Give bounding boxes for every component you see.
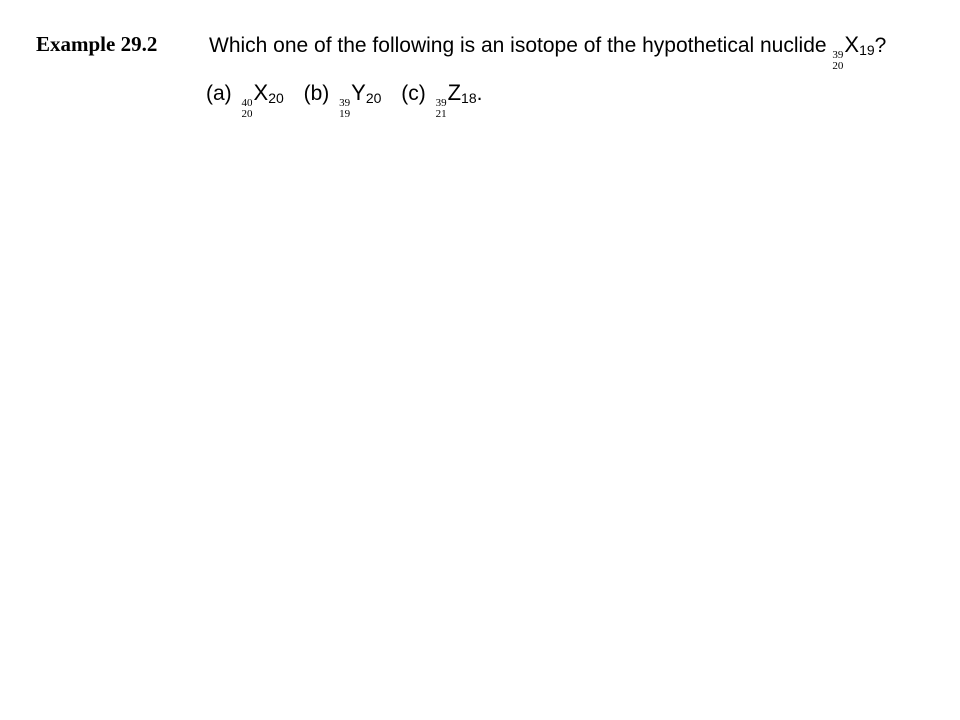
question-mark: ? — [874, 34, 887, 57]
choice-a-atomic-number: 20 — [241, 108, 253, 120]
choice-c-mass-number: 39 — [435, 97, 447, 109]
choice-b-mass-number: 39 — [339, 97, 351, 109]
choice-c-atomic-number: 21 — [435, 108, 447, 120]
choice-b-symbol: Y — [351, 80, 366, 105]
question-nuclide — [832, 32, 874, 72]
choice-a-label: (a) — [206, 82, 232, 105]
example-label: Example 29.2 — [36, 32, 158, 56]
choice-b-label: (b) — [303, 82, 330, 105]
choice-a-mass-number: 40 — [241, 97, 253, 109]
choice-c-nuclide — [436, 80, 477, 120]
question-neutron-number: 19 — [859, 42, 875, 58]
question-text-line — [209, 32, 886, 72]
choice-a-neutron-number: 20 — [268, 90, 284, 106]
answers-period: . — [476, 82, 483, 105]
choice-c-neutron-number: 18 — [461, 90, 477, 106]
answer-choices — [206, 80, 496, 120]
example-block — [0, 0, 960, 140]
choice-b-atomic-number: 19 — [339, 108, 351, 120]
choice-a-nuclide — [242, 80, 284, 120]
choice-b — [304, 80, 382, 120]
question-text: Which one of the following is an isotope of the hypothetical nuclide — [209, 34, 827, 57]
choice-b-neutron-number: 20 — [365, 90, 382, 106]
choice-c-scripts — [436, 98, 447, 120]
choice-b-nuclide — [339, 80, 381, 120]
choice-c-symbol: Z — [447, 80, 462, 105]
choice-a-symbol: X — [253, 80, 269, 105]
choice-a-scripts — [242, 98, 253, 120]
choice-c — [401, 80, 482, 120]
choice-a — [206, 80, 284, 120]
question-nuclide-scripts — [832, 50, 843, 72]
choice-b-scripts — [339, 98, 350, 120]
question-atomic-number: 20 — [832, 60, 844, 72]
question-symbol: X — [844, 32, 860, 57]
question-mass-number: 39 — [832, 49, 844, 61]
choice-c-label: (c) — [401, 82, 426, 105]
